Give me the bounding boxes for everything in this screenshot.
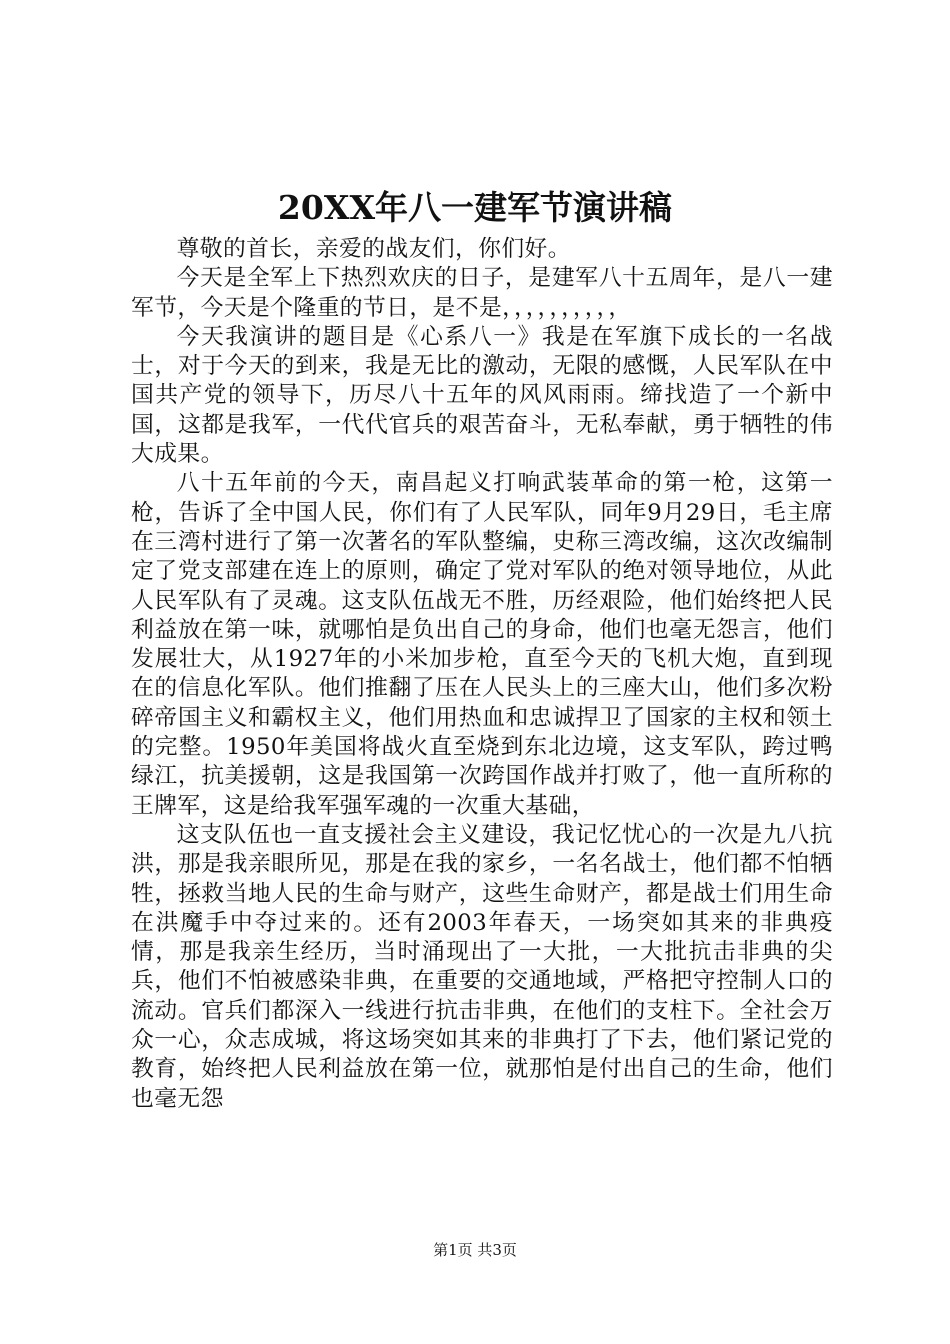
paragraph-history: 八十五年前的今天，南昌起义打响武装革命的第一枪，这第一枪，告诉了全中国人民，你们有了人民军队，同年9月29日，毛主席在三湾村进行了第一次著名的军队整编，史称三湾改编，这次改编制定了党支部建在连上的原则，确定了党对军队的绝对领导地位，从此人民军队有了灵魂。这支队伍战无不胜，历经艰险，他们始终把人民利益放在第一味，就哪怕是负出自己的身命，他们也毫无怨言，他们发展壮大，从1927年的小米加步枪，直至今天的飞机大炮，直到现在的信息化军队。他们推翻了压在人民头上的三座大山，他们多次粉碎帝国主义和霸权主义，他们用热血和忠诚捍卫了国家的主权和领土的完整。1950年美国将战火直至烧到东北边境，这支军队，跨过鸭绿江，抗美援朝，这是我国第一次跨国作战并打败了，他一直所称的王牌军，这是给我军强军魂的一次重大基础， [131,470,833,819]
document-body [131,235,833,1114]
paragraph-greeting: 尊敬的首长，亲爱的战友们，你们好。 [176,236,571,262]
paragraph-topic: 今天我演讲的题目是《心系八一》我是在军旗下成长的一名战士，对于今天的到来，我是无比的激动，无限的感慨，人民军队在中国共产党的领导下，历尽八十五年的风风雨雨。缔找造了一个新中国，这都是我军，一代代官兵的艰苦奋斗，无私奉献，勇于牺牲的伟大成果。 [131,323,833,468]
paragraph-service: 这支队伍也一直支援社会主义建设，我记忆忧心的一次是九八抗洪，那是我亲眼所见，那是在我的家乡，一名名战士，他们都不怕牺牲，拯救当地人民的生命与财产，这些生命财产，都是战士们用生命在洪魔手中夺过来的。还有2003年春天，一场突如其来的非典疫情，那是我亲生经历，当时涌现出了一大批，一大批抗击非典的尖兵，他们不怕被感染非典，在重要的交通地域，严格把守控制人口的流动。官兵们都深入一线进行抗击非典，在他们的支柱下。全社会万众一心，众志成城，将这场突如其来的非典打了下去，他们紧记党的教育，始终把人民利益放在第一位，就那怕是付出自己的生命，他们也毫无怨 [131,821,833,1112]
page-number-footer: 第1页 共3页 [433,1241,517,1259]
paragraph-opening: 今天是全军上下热烈欢庆的日子，是建军八十五周年，是八一建军节，今天是个隆重的节日，是不是，，，，，，，，，， [131,265,833,321]
document-title: 20XX年八一建军节演讲稿 [277,188,673,227]
